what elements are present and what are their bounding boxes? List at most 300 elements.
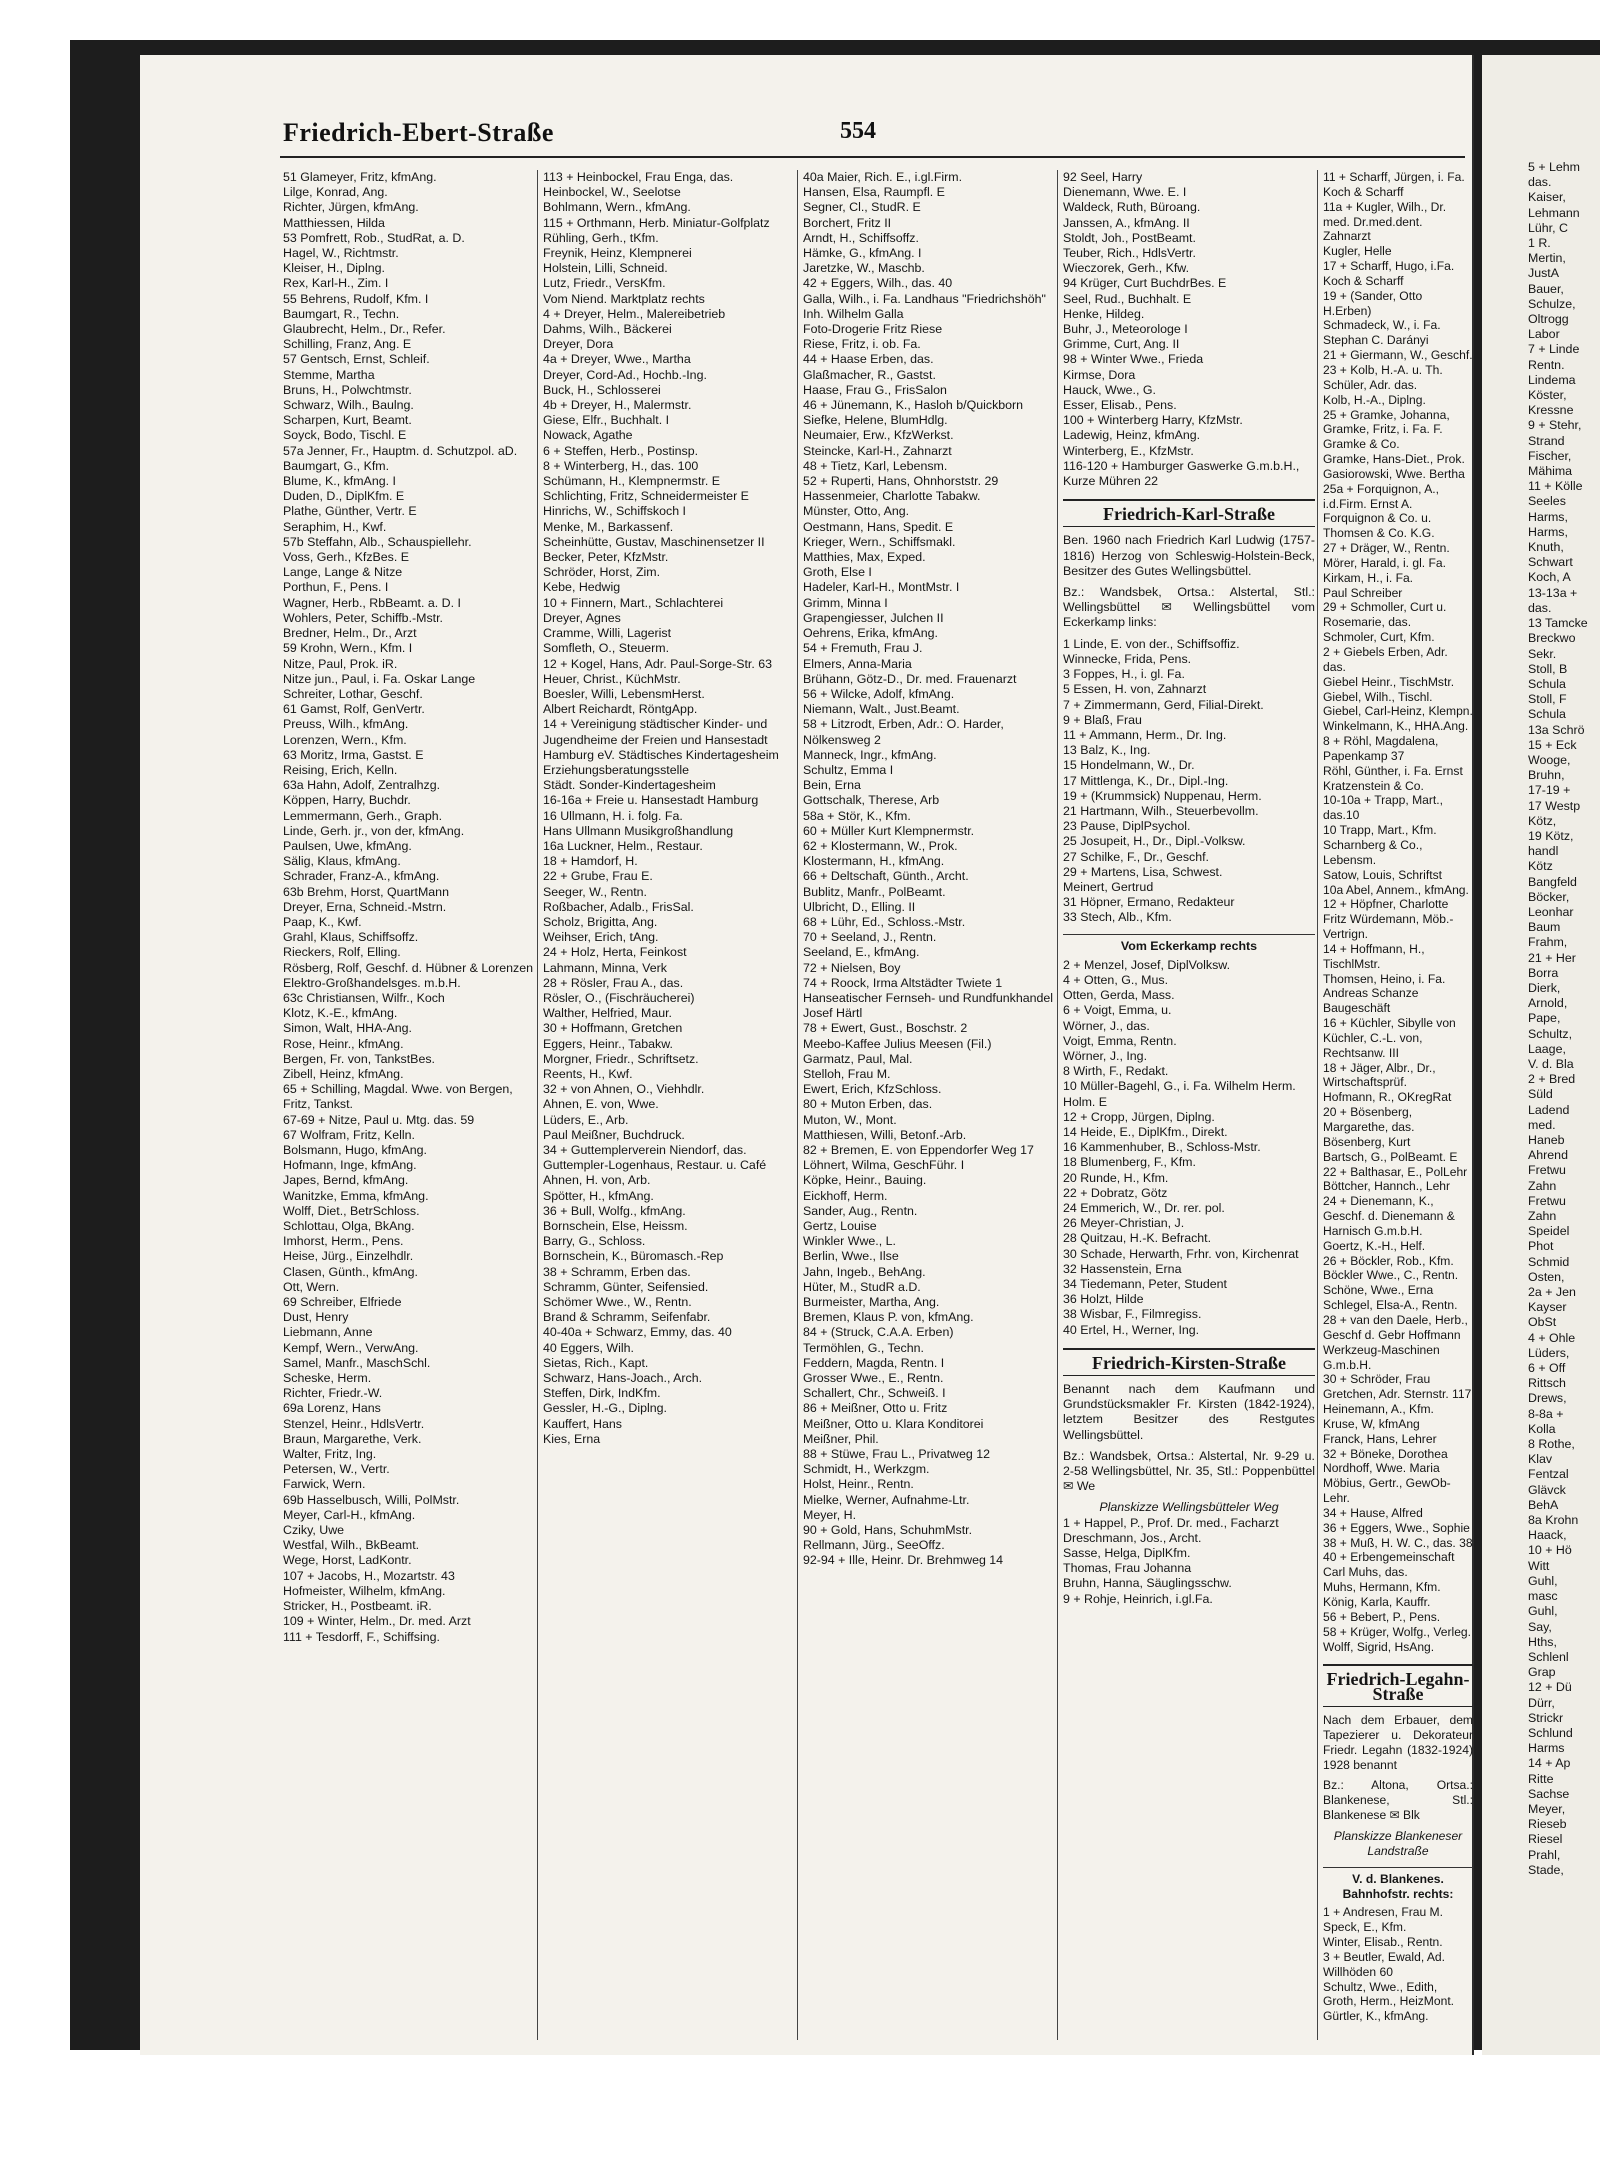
directory-entry: Klav (1528, 1452, 1553, 1467)
directory-entry: Schulze, (1528, 296, 1576, 311)
directory-entry: Schöne, Wwe., Erna (1323, 1283, 1434, 1298)
directory-entry: 1 + Andresen, Frau M. (1323, 1905, 1443, 1920)
directory-entry: Stade, (1528, 1862, 1564, 1877)
directory-entry: 80 + Muton Erben, das. (803, 1097, 933, 1112)
directory-entry: 40a Maier, Rich. E., i.gl.Firm. (803, 170, 963, 184)
directory-entry: Mörer, Harald, i. gl. Fa. (1323, 555, 1446, 570)
column-divider (797, 170, 798, 2040)
directory-entry: 13 Tamcke (1528, 616, 1588, 631)
directory-entry: Arnold, (1528, 996, 1568, 1011)
directory-entry: Meinert, Gertrud (1063, 879, 1154, 894)
directory-entry: Sachse (1528, 1786, 1570, 1801)
directory-entry: 74 + Roock, Irma Altstädter Twiete 1 (803, 975, 1003, 990)
directory-entry: 36 + Bull, Wolfg., kfmAng. (543, 1203, 686, 1218)
directory-entry: 8 Rothe, (1528, 1437, 1575, 1452)
directory-entry: Burmeister, Martha, Ang. (803, 1295, 940, 1310)
directory-entry: 52 + Ruperti, Hans, Ohnhorststr. 29 (803, 474, 999, 489)
directory-entry: Matthies, Max, Exped. (803, 550, 926, 565)
directory-entry: 21 + Giermann, W., Geschf. (1323, 348, 1473, 363)
directory-entry: Seel, Rud., Buchhalt. E (1063, 291, 1192, 306)
directory-entry: Paul Meißner, Buchdruck. (543, 1127, 685, 1142)
directory-entry: 12 + Dü (1528, 1680, 1572, 1695)
directory-entry: 1 + Happel, P., Prof. Dr. med., Facharzt (1063, 1515, 1279, 1530)
directory-entry: Oestmann, Hans, Spedit. E (803, 519, 954, 534)
directory-entry: Dierk, (1528, 980, 1561, 995)
directory-entry: Janssen, A., kfmAng. II (1063, 215, 1190, 230)
directory-entry: 25 + Gramke, Johanna, (1323, 407, 1450, 422)
directory-entry: 55 Behrens, Rudolf, Kfm. I (283, 291, 429, 306)
directory-entry: Hadeler, Karl-H., MontMstr. I (803, 580, 960, 595)
directory-entry: Schramm, Günter, Seifensied. (543, 1279, 709, 1294)
directory-entry: 38 Wisbar, F., Filmregiss. (1063, 1307, 1202, 1322)
running-head (145, 118, 1465, 158)
directory-entry: Schlenl (1528, 1649, 1569, 1664)
directory-entry: 9 + Rohje, Heinrich, i.gl.Fa. (1063, 1591, 1213, 1606)
directory-entry: Röhl, Günther, i. Fa. Ernst Kratzenstein & Co. (1323, 763, 1463, 793)
directory-entry: Hämke, G., kfmAng. I (803, 246, 922, 261)
directory-entry: Blume, K., kfmAng. I (283, 474, 396, 489)
directory-entry: Eggers, Heinr., Tabakw. (543, 1036, 673, 1051)
directory-entry: Nordhoff, Wwe. Maria (1323, 1461, 1440, 1476)
directory-entry: Schlegel, Elsa-A., Rentn. (1323, 1298, 1458, 1313)
directory-entry: Jahn, Ingeb., BehAng. (803, 1264, 926, 1279)
directory-entry: 27 + Dräger, W., Rentn. (1323, 541, 1450, 556)
directory-entry: Harms (1528, 1741, 1565, 1756)
directory-entry: 51 Glameyer, Fritz, kfmAng. (283, 170, 437, 184)
directory-entry: Teuber, Rich., HdlsVertr. (1063, 246, 1196, 261)
directory-entry: 42 + Eggers, Wilh., das. 40 (803, 276, 953, 291)
directory-entry: 10 + Hö (1528, 1543, 1572, 1558)
directory-entry: BehA (1528, 1497, 1559, 1512)
directory-entry: Meißner, Otto u. Klara Konditorei (803, 1416, 984, 1431)
directory-entry: Stenzel, Heinr., HdlsVertr. (283, 1416, 425, 1431)
directory-entry: Sietas, Rich., Kapt. (543, 1355, 649, 1370)
directory-entry: 56 + Bebert, P., Pens. (1323, 1609, 1441, 1624)
directory-entry: Bruns, H., Polwchtmstr. (283, 382, 412, 397)
directory-entry: Kempf, Wern., VerwAng. (283, 1340, 419, 1355)
directory-entry: Giebel, Wilh., Tischl. (1323, 689, 1433, 704)
directory-entry: Heinemann, A., Kfm. (1323, 1402, 1434, 1417)
directory-entry: Winnecke, Frida, Pens. (1063, 651, 1192, 666)
directory-entry: 3 + Beutler, Ewald, Ad. Willhöden 60 (1323, 1949, 1446, 1979)
directory-entry: Termöhlen, G., Techn. (803, 1340, 924, 1355)
directory-entry: Löhnert, Wilma, GeschFühr. I (803, 1158, 965, 1173)
directory-entry: Kirkam, H., i. Fa. (1323, 570, 1414, 585)
directory-entry: 94 Krüger, Curt BuchdrBes. E (1063, 276, 1227, 291)
directory-entry: 5 Essen, H. von, Zahnarzt (1063, 682, 1207, 697)
directory-entry: 15 + Eck (1528, 737, 1577, 752)
directory-entry: Schultz, Wwe., Edith, (1323, 1979, 1438, 1994)
directory-entry: Wolff, Sigrid, HsAng. (1323, 1639, 1435, 1654)
directory-entry: Glävck (1528, 1482, 1566, 1497)
directory-entry: Kauffert, Hans (543, 1416, 622, 1431)
directory-entry: Lüders, E., Arb. (543, 1112, 629, 1127)
directory-entry: Porthun, F., Pens. I (283, 580, 389, 595)
directory-entry: 18 + Hamdorf, H. (543, 854, 638, 869)
directory-entry: Köpke, Heinr., Bauing. (803, 1173, 927, 1188)
directory-entry: Winkelmann, K., HHA.Ang. (1323, 719, 1469, 734)
directory-entry: Hans Ullmann Musikgroßhandlung (543, 823, 734, 838)
directory-entry: Mähima (1528, 464, 1573, 479)
directory-entry: Stemme, Martha (283, 367, 375, 382)
directory-entry: Schlund (1528, 1725, 1573, 1740)
directory-entry: 31 Höpner, Ermano, Redakteur (1063, 895, 1235, 910)
directory-entry: 10 + Finnern, Mart., Schlachterei (543, 595, 724, 610)
directory-entry: Fretwu (1528, 1193, 1566, 1208)
directory-entry: Bergen, Fr. von, TankstBes. (283, 1051, 435, 1066)
directory-entry: 32 + von Ahnen, O., Viehhdlr. (543, 1082, 705, 1097)
directory-entry: 25a + Forquignon, A., i.d.Firm. Ernst A. Forquignon & Co. u. Thomsen & Co. K.G. (1323, 481, 1439, 541)
directory-entry: 15 Hondelmann, W., Dr. (1063, 758, 1195, 773)
directory-entry: Möbius, Gertr., GewOb-Lehr. (1323, 1476, 1451, 1506)
directory-entry: Paulsen, Uwe, kfmAng. (283, 838, 412, 853)
directory-entry: Schultz, (1528, 1026, 1573, 1041)
directory-entry: Haack, (1528, 1528, 1567, 1543)
directory-entry: 23 + Kolb, H.-A. u. Th. Schüler, Adr. das. (1323, 362, 1443, 392)
directory-entry: Baumgart, G., Kfm. (283, 458, 390, 473)
directory-entry: Hths, (1528, 1634, 1557, 1649)
directory-entry: Barry, G., Schloss. (543, 1234, 646, 1249)
directory-entry: Groth, Herm., HeizMont. (1323, 1994, 1455, 2009)
directory-entry: Giebel, Carl-Heinz, Klempn. (1323, 704, 1473, 719)
directory-entry: 38 + Muß, H. W. C., das. 38 (1323, 1535, 1473, 1550)
directory-entry: 8 + Röhl, Magdalena, Papenkamp 37 (1323, 734, 1439, 763)
directory-entry: Meißner, Phil. (803, 1431, 879, 1446)
directory-entry: 40 Eggers, Wilh. (543, 1340, 634, 1355)
street-heading: Friedrich-Legahn-Straße (1323, 1664, 1473, 1707)
directory-entry: Witt (1528, 1558, 1550, 1573)
directory-entry: Breckwo (1528, 631, 1576, 646)
directory-entry: Ott, Wern. (283, 1279, 340, 1294)
directory-entry: 57b Steffahn, Alb., Schauspiellehr. (283, 534, 472, 549)
directory-entry: 67-69 + Nitze, Paul u. Mtg. das. 59 (283, 1112, 475, 1127)
directory-entry: 72 + Nielsen, Boy (803, 960, 901, 975)
directory-entry: Ahrend (1528, 1148, 1568, 1163)
directory-entry: Gottschalk, Therese, Arb (803, 793, 940, 808)
directory-entry: 69a Lorenz, Hans (283, 1401, 381, 1416)
directory-entry: Jaretzke, W., Maschb. (803, 261, 925, 276)
directory-entry: Soyck, Bodo, Tischl. E (283, 428, 407, 443)
directory-entry: Schlottau, Olga, BkAng. (283, 1219, 415, 1234)
directory-entry: Rex, Karl-H., Zim. I (283, 276, 389, 291)
directory-entry: Vom Niend. Marktplatz rechts (543, 291, 705, 306)
directory-entry: Bangfeld (1528, 874, 1577, 889)
column-divider (537, 170, 538, 2040)
directory-entry: 36 Holzt, Hilde (1063, 1292, 1144, 1307)
directory-entry: Kötz (1528, 859, 1553, 874)
directory-entry: Farwick, Wern. (283, 1477, 366, 1492)
directory-entry: Groth, Else I (803, 565, 872, 580)
directory-entry: Oehrens, Erika, kfmAng. (803, 626, 938, 641)
section-subheading: Vom Eckerkamp rechts (1063, 934, 1315, 954)
directory-entry: Böckler Wwe., C., Rentn. (1323, 1268, 1459, 1283)
directory-entry: 21 Hartmann, Wilh., Steuerbevollm. (1063, 803, 1259, 818)
directory-entry: Pape, (1528, 1011, 1561, 1026)
directory-entry: Meebo-Kaffee Julius Meesen (Fil.) (803, 1036, 992, 1051)
directory-entry: Süld (1528, 1087, 1553, 1102)
directory-entry: Schwarz, Hans-Joach., Arch. (543, 1371, 703, 1386)
directory-entry: 57a Jenner, Fr., Hauptm. d. Schutzpol. aD. (283, 443, 518, 458)
directory-entry: 19 + (Krummsick) Nuppenau, Herm. (1063, 788, 1262, 803)
directory-entry: Esser, Elisab., Pens. (1063, 398, 1177, 413)
directory-entry: Richter, Jürgen, kfmAng. (283, 200, 419, 215)
directory-entry: Küchler, C.-L. von, Rechtsanw. III (1323, 1030, 1423, 1060)
directory-entry: Wagner, Herb., RbBeamt. a. D. I (283, 595, 461, 610)
directory-entry: 40 Ertel, H., Werner, Ing. (1063, 1322, 1200, 1337)
directory-entry: Muhs, Hermann, Kfm. (1323, 1580, 1441, 1595)
directory-entry: Bublitz, Manfr., PolBeamt. (803, 884, 946, 899)
directory-entry: 86 + Meißner, Otto u. Fritz (803, 1401, 948, 1416)
directory-entry: Westfal, Wilh., BkBeamt. (283, 1538, 420, 1553)
directory-entry: 9 + Blaß, Frau (1063, 712, 1142, 727)
directory-entry: 59 Krohn, Wern., Kfm. I (283, 641, 413, 656)
directory-entry: 10 Müller-Bagehl, G., i. Fa. Wilhelm Herm. Holm. E (1063, 1079, 1296, 1109)
directory-entry: Holst, Heinr., Rentn. (803, 1477, 914, 1492)
directory-entry: das. (1528, 600, 1552, 615)
right-page-column (1528, 160, 1598, 1878)
directory-entry: Muton, W., Mont. (803, 1112, 897, 1127)
directory-entry: 12 + Kogel, Hans, Adr. Paul-Sorge-Str. 63 (543, 656, 773, 671)
directory-entry: 29 + Martens, Lisa, Schwest. (1063, 864, 1223, 879)
directory-entry: 10a Abel, Annem., kfmAng. (1323, 882, 1469, 897)
directory-entry: 63c Christiansen, Wilfr., Koch (283, 990, 445, 1005)
directory-entry: Grimm, Minna I (803, 595, 888, 610)
directory-entry: Stoldt, Joh., PostBeamt. (1063, 230, 1196, 245)
directory-entry: Schümann, H., Klempnermstr. E (543, 474, 720, 489)
column-divider (1057, 170, 1058, 2040)
directory-entry: Gessler, H.-G., Diplng. (543, 1401, 667, 1416)
directory-entry: Bösenberg, Kurt (1323, 1134, 1411, 1149)
directory-entry: Wooge, (1528, 752, 1571, 767)
directory-entry: 17 + Scharff, Hugo, i.Fa. Koch & Scharff (1323, 259, 1455, 288)
directory-entry: Prahl, (1528, 1847, 1561, 1862)
directory-entry: 63b Brehm, Horst, QuartMann (283, 884, 449, 899)
directory-entry: Buhr, J., Meteorologe I (1063, 322, 1188, 337)
directory-entry: Rösler, O., (Fischräucherei) (543, 990, 695, 1005)
directory-entry: Fritz Würdemann, Möb.-Vertrign. (1323, 912, 1454, 942)
directory-entry: 18 Blumenberg, F., Kfm. (1063, 1155, 1196, 1170)
directory-entry: 109 + Winter, Helm., Dr. med. Arzt (283, 1614, 471, 1629)
directory-entry: Brand & Schramm, Seifenfabr. (543, 1310, 711, 1325)
directory-entry: das. (1528, 175, 1552, 190)
column-5 (1323, 170, 1473, 2024)
directory-entry: 8 Wirth, F., Redakt. (1063, 1064, 1169, 1079)
directory-entry: Reising, Erich, Kelln. (283, 762, 398, 777)
plan-sketch-label: Planskizze Blankeneser Landstraße (1333, 1828, 1463, 1858)
directory-entry: masc (1528, 1589, 1558, 1604)
directory-entry: Bornschein, Else, Heissm. (543, 1219, 688, 1234)
directory-entry: Wolff, Diet., BetrSchloss. (283, 1203, 420, 1218)
directory-entry: Bruhn, Hanna, Säuglingsschw. (1063, 1576, 1232, 1591)
column-3 (803, 170, 1055, 1569)
directory-entry: Seraphim, H., Kwf. (283, 519, 387, 534)
directory-entry: Riese, Fritz, i. ob. Fa. (803, 337, 921, 352)
directory-entry: Leonhar (1528, 904, 1574, 919)
directory-entry: Städt. Sonder-Kindertagesheim (543, 778, 716, 793)
directory-entry: 18 + Jäger, Albr., Dr., Wirtschaftsprüf. (1323, 1060, 1436, 1090)
directory-entry: Dreyer, Dora (543, 337, 614, 352)
directory-entry: Schula (1528, 676, 1566, 691)
directory-entry: Neumaier, Erw., KfzWerkst. (803, 428, 954, 443)
directory-entry: Goertz, K.-H., Helf. (1323, 1238, 1426, 1253)
directory-entry: 107 + Jacobs, H., Mozartstr. 43 (283, 1568, 455, 1583)
directory-entry: Lehmann (1528, 205, 1580, 220)
directory-entry: Bornschein, K., Büromasch.-Rep (543, 1249, 724, 1264)
directory-entry: 40 + Erbengemeinschaft (1323, 1550, 1455, 1565)
directory-entry: 13a Schrö (1528, 722, 1585, 737)
directory-entry: Manneck, Ingr., kfmAng. (803, 747, 937, 762)
directory-entry: V. d. Bla (1528, 1056, 1574, 1071)
directory-entry: Sander, Aug., Rentn. (803, 1203, 918, 1218)
directory-entry: 32 + Böneke, Dorothea (1323, 1446, 1448, 1461)
directory-entry: Rieckers, Rolf, Elling. (283, 945, 401, 960)
directory-entry: Foto-Drogerie Fritz Riese (803, 322, 943, 337)
directory-entry: Kötz, (1528, 813, 1557, 828)
directory-entry: 9 + Stehr, (1528, 418, 1582, 433)
directory-entry: Dust, Henry (283, 1310, 349, 1325)
directory-entry: 82 + Bremen, E. von Eppendorfer Weg 17 (803, 1143, 1034, 1157)
directory-entry: Scheske, Herm. (283, 1371, 372, 1386)
directory-entry: 54 + Fremuth, Frau J. (803, 641, 923, 656)
directory-entry: 69b Hasselbusch, Willi, PolMstr. (283, 1492, 460, 1507)
directory-entry: 17-19 + (1528, 783, 1571, 798)
directory-entry: Schmoler, Curt, Kfm. (1323, 630, 1435, 645)
directory-entry: 8-8a + (1528, 1406, 1564, 1421)
directory-entry: handl (1528, 844, 1559, 859)
directory-entry: Dreyer, Cord-Ad., Hochb.-Ing. (543, 367, 707, 382)
directory-entry: med. (1528, 1117, 1556, 1132)
directory-entry: Haase, Frau G., FrisSalon (803, 382, 947, 397)
directory-entry: 48 + Tietz, Karl, Lebensm. (803, 458, 948, 473)
directory-entry: Spötter, H., kfmAng. (543, 1188, 654, 1203)
directory-entry: Voss, Gerh., KfzBes. E (283, 550, 410, 565)
directory-entry: 4a + Dreyer, Wwe., Martha (543, 352, 691, 367)
directory-entry: Winter, Elisab., Rentn. (1323, 1935, 1443, 1950)
directory-entry: 2 + Bred (1528, 1072, 1576, 1087)
directory-entry: 4 + Otten, G., Mus. (1063, 972, 1169, 987)
directory-entry: 115 + Orthmann, Herb. Miniatur-Golfplatz (543, 215, 770, 230)
directory-entry: 7 + Linde (1528, 342, 1580, 357)
directory-entry: Morgner, Friedr., Schriftsetz. (543, 1051, 699, 1066)
directory-entry: 26 Meyer-Christian, J. (1063, 1216, 1185, 1231)
directory-entry: Berlin, Wwe., Ilse (803, 1249, 899, 1264)
directory-entry: 23 Pause, DiplPsychol. (1063, 819, 1191, 834)
directory-entry: Schwarz, Wilh., Baulng. (283, 398, 414, 413)
directory-entry: 113 + Heinbockel, Frau Enga, das. (543, 170, 734, 184)
directory-entry: JustA (1528, 266, 1559, 281)
directory-entry: Haneb (1528, 1133, 1565, 1147)
directory-entry: 38 + Schramm, Erben das. (543, 1264, 691, 1279)
directory-entry: Guhl, (1528, 1573, 1558, 1588)
directory-entry: 30 Schade, Herwarth, Frhr. von, Kirchenrat (1063, 1246, 1299, 1261)
directory-entry: Hüter, M., StudR a.D. (803, 1279, 921, 1294)
directory-entry: Heinbockel, W., Seelotse (543, 185, 681, 200)
directory-entry: Ahnen, H. von, Arb. (543, 1173, 651, 1188)
directory-entry: 20 Runde, H., Kfm. (1063, 1170, 1169, 1185)
directory-entry: Brühann, Götz-D., Dr. med. Frauenarzt (803, 671, 1017, 686)
directory-entry: Wörner, J., das. (1063, 1018, 1150, 1033)
directory-entry: Stelloh, Frau M. (803, 1066, 891, 1081)
directory-entry: Franck, Hans, Lehrer (1323, 1431, 1437, 1446)
directory-entry: 10-10a + Trapp, Mart., das.10 (1323, 793, 1443, 823)
directory-entry: Rieseb (1528, 1817, 1567, 1832)
directory-entry: Harms, (1528, 524, 1568, 539)
directory-entry: Giese, Elfr., Buchhalt. I (543, 413, 670, 428)
directory-entry: Ritte (1528, 1771, 1554, 1786)
directory-entry: Winterberg, E., KfzMstr. (1063, 443, 1194, 458)
directory-entry: Albert Reichardt, RöntgApp. (543, 702, 698, 717)
directory-entry: Kolla (1528, 1421, 1556, 1436)
directory-entry: Strickr (1528, 1710, 1564, 1725)
directory-entry: Hauck, Wwe., G. (1063, 382, 1156, 397)
directory-entry: 19 + (Sander, Otto H.Erben) (1323, 288, 1423, 318)
directory-entry: Bohlmann, Wern., kfmAng. (543, 200, 691, 215)
directory-entry: Kayser (1528, 1300, 1567, 1315)
directory-entry: Osten, (1528, 1269, 1565, 1284)
directory-entry: Rühling, Gerh., tKfm. (543, 230, 659, 245)
directory-entry: Grapengiesser, Julchen II (803, 610, 944, 625)
header-rule (280, 156, 1465, 158)
directory-entry: 11 + Kölle (1528, 479, 1583, 494)
directory-entry: Köppen, Harry, Buchdr. (283, 793, 411, 808)
directory-entry: Grap (1528, 1665, 1556, 1680)
directory-entry: Somfleth, O., Steuerm. (543, 641, 670, 656)
directory-entry: Dahms, Wilh., Bäckerei (543, 322, 672, 337)
directory-entry: Waldeck, Ruth, Büroang. (1063, 200, 1201, 215)
directory-entry: Bolsmann, Hugo, kfmAng. (283, 1143, 427, 1157)
directory-entry: Koch, A (1528, 570, 1571, 585)
directory-entry: Wohlers, Peter, Schiffb.-Mstr. (283, 610, 443, 625)
directory-entry: Stoll, F (1528, 692, 1567, 707)
directory-entry: 116-120 + Hamburger Gaswerke G.m.b.H., Kurze Mühren 22 (1063, 458, 1300, 489)
directory-entry: Wege, Horst, LadKontr. (283, 1553, 412, 1568)
directory-entry: 4b + Dreyer, H., Malermstr. (543, 398, 692, 413)
directory-entry: 92-94 + Ille, Heinr. Dr. Brehmweg 14 (803, 1553, 1004, 1568)
directory-entry: 32 Hassenstein, Erna (1063, 1261, 1182, 1276)
directory-entry: Clasen, Günth., kfmAng. (283, 1264, 418, 1279)
directory-entry: Ladewig, Heinz, kfmAng. (1063, 428, 1201, 443)
directory-entry: Hassenmeier, Charlotte Tabakw. (803, 489, 981, 504)
plan-sketch-label: Planskizze Wellingsbütteler Weg (1099, 1500, 1279, 1515)
directory-entry: 24 Emmerich, W., Dr. rer. pol. (1063, 1201, 1225, 1215)
directory-entry: Knuth, (1528, 540, 1564, 555)
directory-entry: Nitze jun., Paul, i. Fa. Oskar Lange (283, 671, 476, 686)
directory-entry: Oltrogg (1528, 312, 1569, 327)
directory-entry: Scholz, Brigitta, Ang. (543, 914, 658, 929)
directory-entry: 63 Moritz, Irma, Gastst. E (283, 747, 424, 762)
directory-entry: 16-16a + Freie u. Hansestadt Hamburg (543, 793, 759, 808)
directory-entry: 2 + Menzel, Josef, DiplVolksw. (1063, 957, 1231, 972)
directory-entry: Buck, H., Schlosserei (543, 382, 661, 397)
page-street-title: Friedrich-Ebert-Straße (283, 118, 554, 147)
directory-entry: Lutz, Friedr., VersKfm. (543, 276, 666, 291)
directory-entry: Stricker, H., Postbeamt. iR. (283, 1599, 432, 1614)
directory-entry: 11a + Kugler, Wilh., Dr. med. Dr.med.dent. Zahnarzt (1323, 199, 1447, 244)
directory-entry: Grahl, Klaus, Schiffsoffz. (283, 930, 419, 945)
directory-entry: 56 + Wilcke, Adolf, kfmAng. (803, 686, 955, 701)
directory-entry: Laage, (1528, 1041, 1566, 1056)
directory-entry: Fentzal (1528, 1467, 1569, 1482)
directory-entry: 30 + Hoffmann, Gretchen (543, 1021, 683, 1036)
directory-entry: Petersen, W., Vertr. (283, 1462, 390, 1477)
directory-entry: Satow, Louis, Schriftst (1323, 867, 1442, 882)
directory-entry: Kressne (1528, 403, 1574, 418)
directory-entry: 21 + Her (1528, 950, 1576, 965)
directory-entry: 58 + Litzrodt, Erben, Adr.: O. Harder, Nölkensweg 2 (803, 717, 1004, 747)
directory-entry: Walther, Helfried, Maur. (543, 1006, 672, 1021)
directory-entry: Carl Muhs, das. (1323, 1565, 1408, 1580)
directory-entry: Hofmann, R., OKregRat (1323, 1090, 1452, 1105)
